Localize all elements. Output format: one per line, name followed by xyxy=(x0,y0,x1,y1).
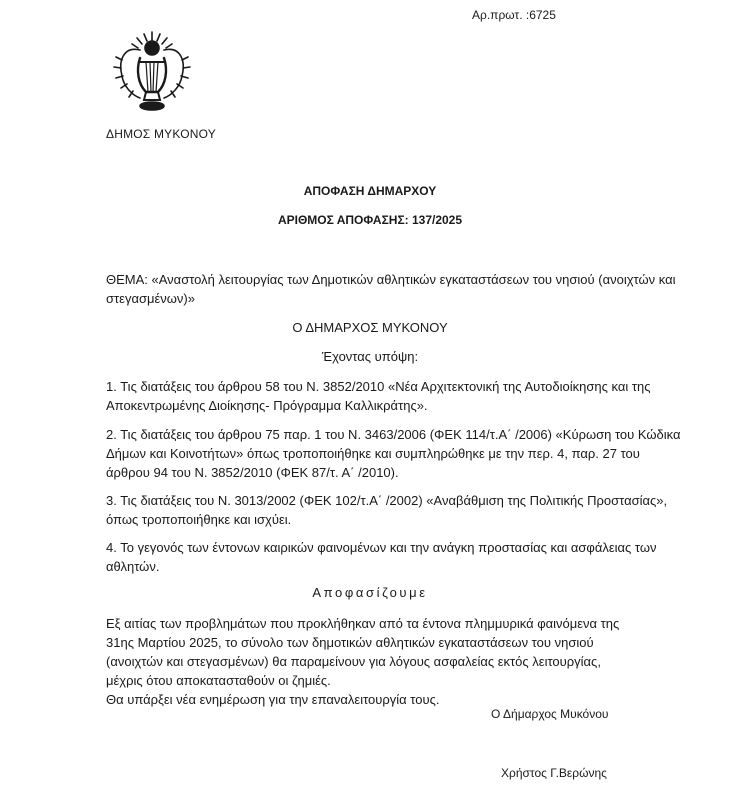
decision-body-line: μέχρις ότου αποκατασταθούν οι ζημιές. xyxy=(106,673,331,688)
mayor-heading: Ο ΔΗΜΑΡΧΟΣ ΜΥΚΟΝΟΥ xyxy=(292,320,448,335)
subject-paragraph: ΘΕΜΑ: «Αναστολή λειτουργίας των Δημοτικών αθλητικών εγκαταστάσεων του νησιού (ανοιχτών και στεγασμένων)» xyxy=(106,272,676,306)
consideration-item-4: 4. Το γεγονός των έντονων καιρικών φαινομένων και την ανάγκη προστασίας και ασφάλειας των αθλητών. xyxy=(106,540,657,574)
decision-body-line: Θα υπάρξει νέα ενημέρωση για την επαναλειτουργία τους. xyxy=(106,692,440,707)
municipality-name: ΔΗΜΟΣ ΜΥΚΟΝΟΥ xyxy=(106,127,216,141)
lyre-emblem-icon xyxy=(110,26,194,118)
consideration-item-3: 3. Τις διατάξεις του Ν. 3013/2002 (ΦΕΚ 102/τ.Α΄ /2002) «Αναβάθμιση της Πολιτικής Προστασίας», όπως τροποποιήθηκε και ισχύει. xyxy=(106,493,668,527)
considering-heading: Έχοντας υπόψη: xyxy=(321,349,419,364)
signature-name: Χρήστος Γ.Βερώνης xyxy=(501,766,607,780)
decision-title: ΑΠΟΦΑΣΗ ΔΗΜΑΡΧΟΥ xyxy=(303,184,437,198)
decision-body-line: 31ης Μαρτίου 2025, το σύνολο των δημοτικών αθλητικών εγκαταστάσεων του νησιού xyxy=(106,635,594,650)
decision-body-line: (ανοιχτών και στεγασμένων) θα παραμείνουν για λόγους ασφαλείας εκτός λειτουργίας, xyxy=(106,654,601,669)
decision-body-line: Εξ αιτίας των προβλημάτων που προκλήθηκαν από τα έντονα πλημμυρικά φαινόμενα της xyxy=(106,616,620,631)
protocol-number: Αρ.πρωτ. :6725 xyxy=(472,8,556,22)
decision-body xyxy=(106,614,696,709)
decision-number: ΑΡΙΘΜΟΣ ΑΠΟΦΑΣΗΣ: 137/2025 xyxy=(277,213,463,227)
decide-heading: Αποφασίζουμε xyxy=(312,585,428,600)
signature-title: Ο Δήμαρχος Μυκόνου xyxy=(491,707,609,721)
lyre-emblem-svg xyxy=(110,26,194,118)
consideration-item-2: 2. Τις διατάξεις του άρθρου 75 παρ. 1 του Ν. 3463/2006 (ΦΕΚ 114/τ.Α΄ /2006) «Κύρωση του Κώδικα Δήμων και Κοινοτήτων» όπως τροποποιήθηκε και συμπληρώθηκε με την περ. 4, παρ. 27 του άρθρου 94 του Ν. 3852/2010 (ΦΕΚ 87/τ. Α΄ /2010). xyxy=(106,427,681,480)
consideration-item-1: 1. Τις διατάξεις του άρθρου 58 του Ν. 3852/2010 «Νέα Αρχιτεκτονική της Αυτοδιοίκησης και της Αποκεντρωμένης Διοίκησης- Πρόγραμμα Καλλικράτης». xyxy=(106,379,651,413)
